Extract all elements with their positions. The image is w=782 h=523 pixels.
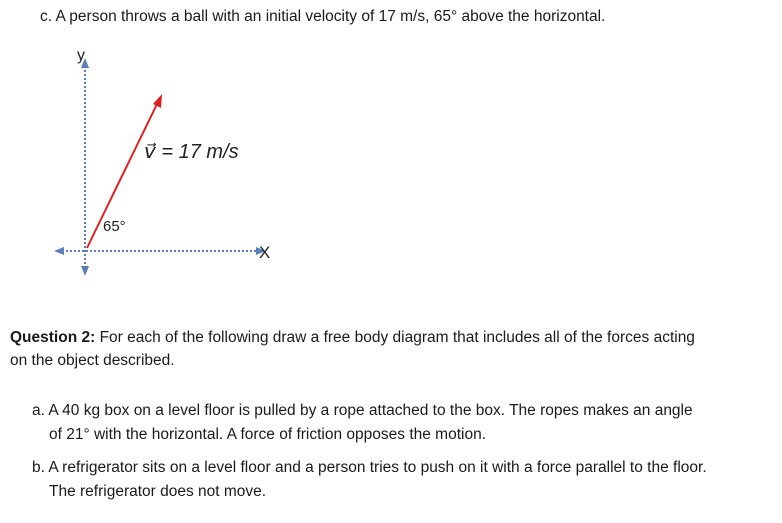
question-2-line2: on the object described.	[10, 352, 175, 369]
diagram-svg	[50, 40, 290, 290]
question-2-text: For each of the following draw a free body diagram that includes all of the forces acting	[95, 329, 695, 346]
y-axis-label: y	[77, 47, 85, 64]
item-b-line1: b. A refrigerator sits on a level floor and a person tries to push on it with a force parallel to the floor.	[32, 459, 707, 476]
x-axis-neg-arrowhead	[54, 247, 64, 255]
velocity-label: v⃗ = 17 m/s	[144, 141, 239, 163]
velocity-arrowhead	[153, 94, 162, 108]
x-axis-label: X	[259, 243, 271, 262]
y-axis-neg-arrowhead	[81, 266, 89, 276]
item-a-line1: a. A 40 kg box on a level floor is pulled by a rope attached to the box. The ropes makes an angle	[32, 402, 693, 419]
angle-label: 65°	[103, 218, 126, 235]
question-2-heading: Question 2:	[10, 329, 96, 346]
item-b-line2: The refrigerator does not move.	[49, 483, 267, 500]
question-2-line1	[10, 328, 695, 348]
part-c-prompt: c. A person throws a ball with an initial velocity of 17 m/s, 65° above the horizontal.	[40, 8, 606, 25]
velocity-vector-diagram	[50, 40, 290, 290]
item-a-line2: of 21° with the horizontal. A force of friction opposes the motion.	[49, 426, 487, 443]
